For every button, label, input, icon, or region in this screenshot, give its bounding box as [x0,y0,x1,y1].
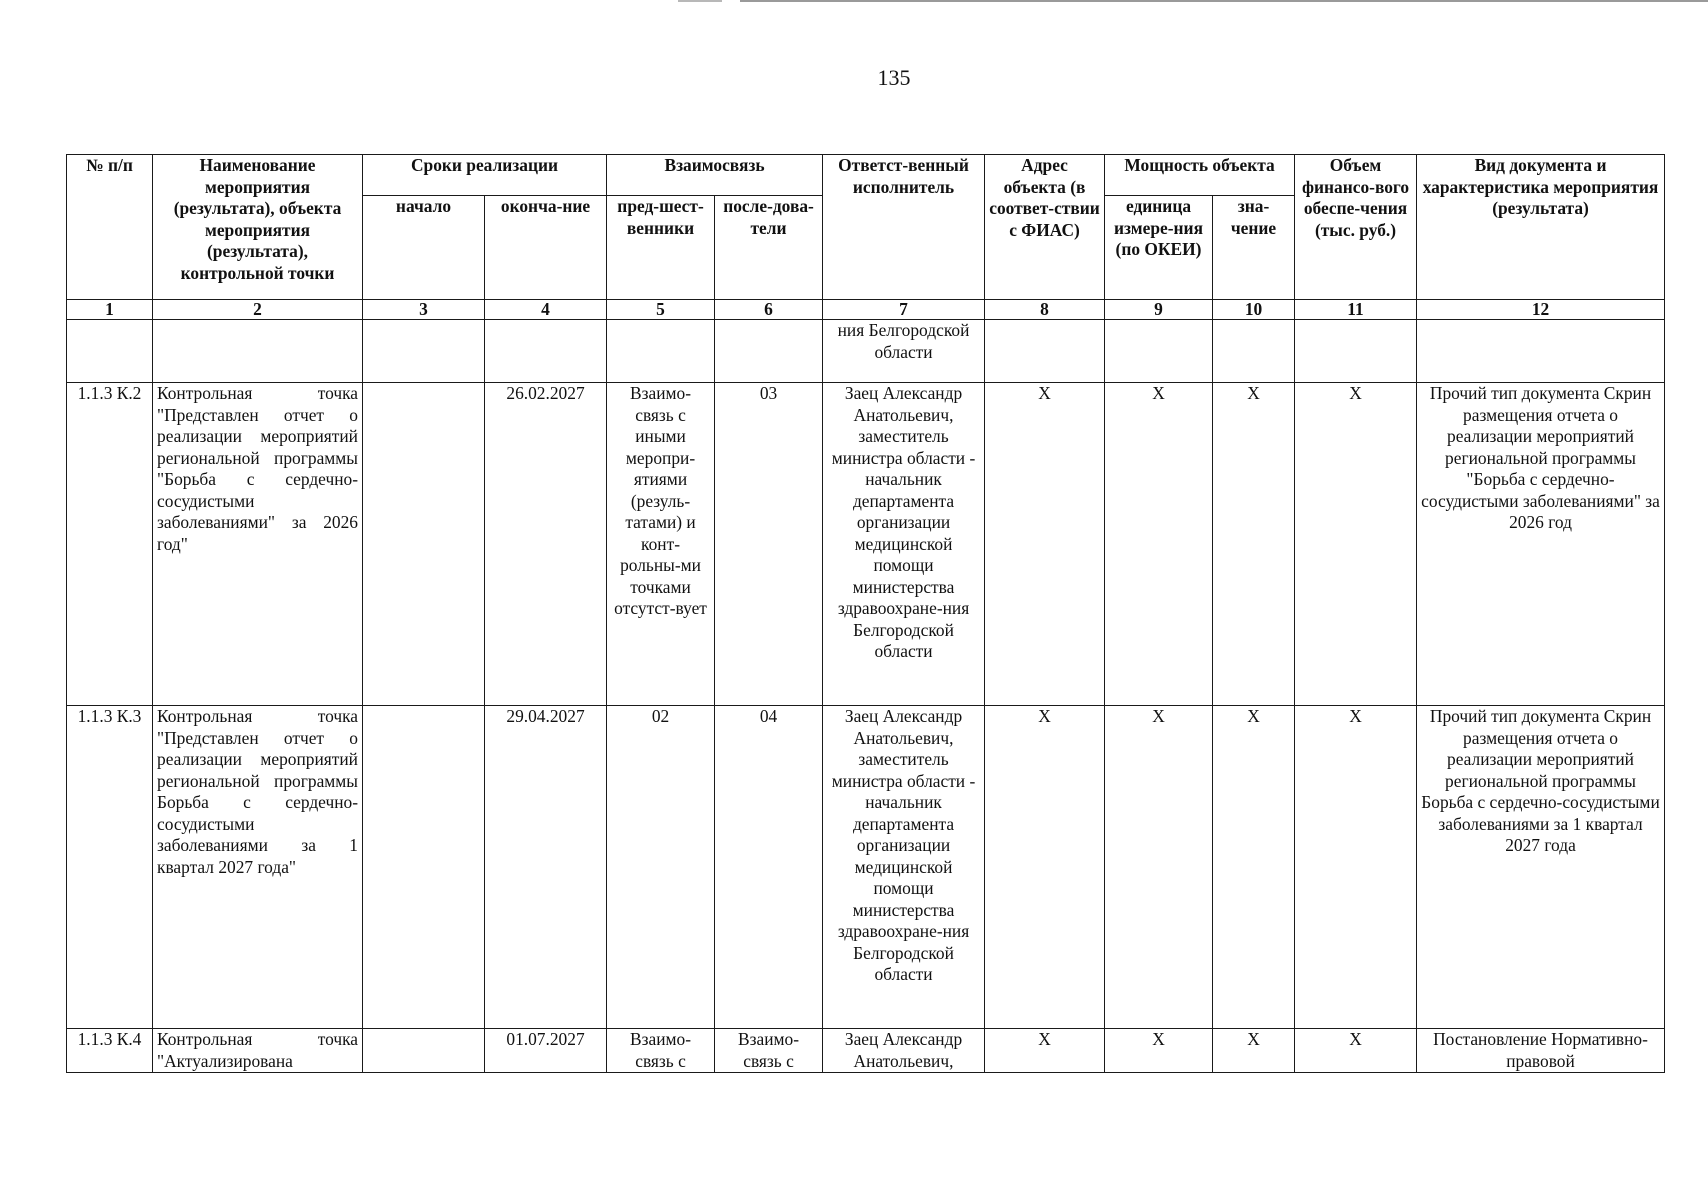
header-links-post: после-дова-тели [715,196,823,300]
cell-doc: Прочий тип документа Скрин размещения отчета о реализации мероприятий региональной программы "Борьба с сердечно-сосудистыми заболеваниями" за 2026 год [1417,383,1665,706]
cell-name: Контрольная точка "Представлен отчет о реализации мероприятий региональной программы Борьба с сердечно-сосудистыми заболеваниями за 1 квартал 2027 года" [153,706,363,1029]
cell-end: 01.07.2027 [485,1029,607,1073]
cell-address: X [985,706,1105,1029]
table-row [67,383,1665,706]
cell-address: X [985,383,1105,706]
column-number: 2 [153,300,363,320]
cell-responsible: Заец Александр Анатольевич, заместитель министра области - начальник департамента организации медицинской помощи министерства здравоохране-ния Белгородской области [823,383,985,706]
cell-responsible: Заец Александр Анатольевич, [823,1029,985,1073]
header-address: Адрес объекта (в соответ-ствии с ФИАС) [985,155,1105,300]
cell-responsible: ния Белгородской области [823,320,985,383]
header-capacity-unit: единица измере-ния (по ОКЕИ) [1105,196,1213,300]
cell-finance: X [1295,1029,1417,1073]
column-number: 1 [67,300,153,320]
cell-value: X [1213,706,1295,1029]
column-number: 5 [607,300,715,320]
header-capacity: Мощность объекта [1105,155,1295,196]
header-row [67,155,1665,196]
column-number: 3 [363,300,485,320]
column-number: 4 [485,300,607,320]
cell-start [363,1029,485,1073]
top-edge-rule [740,0,1708,2]
column-number: 11 [1295,300,1417,320]
cell-post: Взаимо-связь с [715,1029,823,1073]
cell-unit: X [1105,706,1213,1029]
cell-unit: X [1105,1029,1213,1073]
header-terms-end: оконча-ние [485,196,607,300]
header-links-pred: пред-шест-венники [607,196,715,300]
cell-responsible: Заец Александр Анатольевич, заместитель министра области - начальник департамента организации медицинской помощи министерства здравоохране-ния Белгородской области [823,706,985,1029]
top-edge-mark [678,0,722,2]
cell-doc: Постановление Нормативно-правовой [1417,1029,1665,1073]
cell-num: 1.1.3 К.2 [67,383,153,706]
header-links: Взаимосвязь [607,155,823,196]
continuation-row [67,320,1665,383]
cell-end: 26.02.2027 [485,383,607,706]
header-responsible: Ответст-венный исполнитель [823,155,985,300]
header-terms-start: начало [363,196,485,300]
cell-name: Контрольная точка "Представлен отчет о реализации мероприятий региональной программы "Борьба с сердечно-сосудистыми заболеваниями" за 2026 год" [153,383,363,706]
cell-pred: 02 [607,706,715,1029]
cell-unit: X [1105,383,1213,706]
cell-doc: Прочий тип документа Скрин размещения отчета о реализации мероприятий региональной программы Борьба с сердечно-сосудистыми заболеваниями за 1 квартал 2027 года [1417,706,1665,1029]
header-num: № п/п [67,155,153,300]
table-row [67,1029,1665,1073]
column-number: 10 [1213,300,1295,320]
column-number: 6 [715,300,823,320]
header-terms: Сроки реализации [363,155,607,196]
table-row [67,706,1665,1029]
cell-pred: Взаимо-связь с [607,1029,715,1073]
header-capacity-value: зна-чение [1213,196,1295,300]
cell-start [363,383,485,706]
cell-start [363,706,485,1029]
column-number-row [67,300,1665,320]
cell-address: X [985,1029,1105,1073]
cell-post: 03 [715,383,823,706]
cell-finance: X [1295,706,1417,1029]
cell-pred: Взаимо-связь с иными меропри-ятиями (резуль-татами) и конт-рольны-ми точками отсутст-вует [607,383,715,706]
cell-post: 04 [715,706,823,1029]
cell-num: 1.1.3 К.4 [67,1029,153,1073]
header-name: Наименование мероприятия (результата), объекта мероприятия (результата), контрольной точки [153,155,363,300]
plan-table [66,154,1665,1073]
header-finance: Объем финансо-вого обеспе-чения (тыс. руб.) [1295,155,1417,300]
cell-name: Контрольная точка "Актуализирована [153,1029,363,1073]
page-number: 135 [877,65,911,90]
cell-num: 1.1.3 К.3 [67,706,153,1029]
column-number: 12 [1417,300,1665,320]
cell-finance: X [1295,383,1417,706]
column-number: 8 [985,300,1105,320]
column-number: 9 [1105,300,1213,320]
cell-end: 29.04.2027 [485,706,607,1029]
cell-value: X [1213,383,1295,706]
column-number: 7 [823,300,985,320]
cell-value: X [1213,1029,1295,1073]
header-doc: Вид документа и характеристика мероприятия (результата) [1417,155,1665,300]
